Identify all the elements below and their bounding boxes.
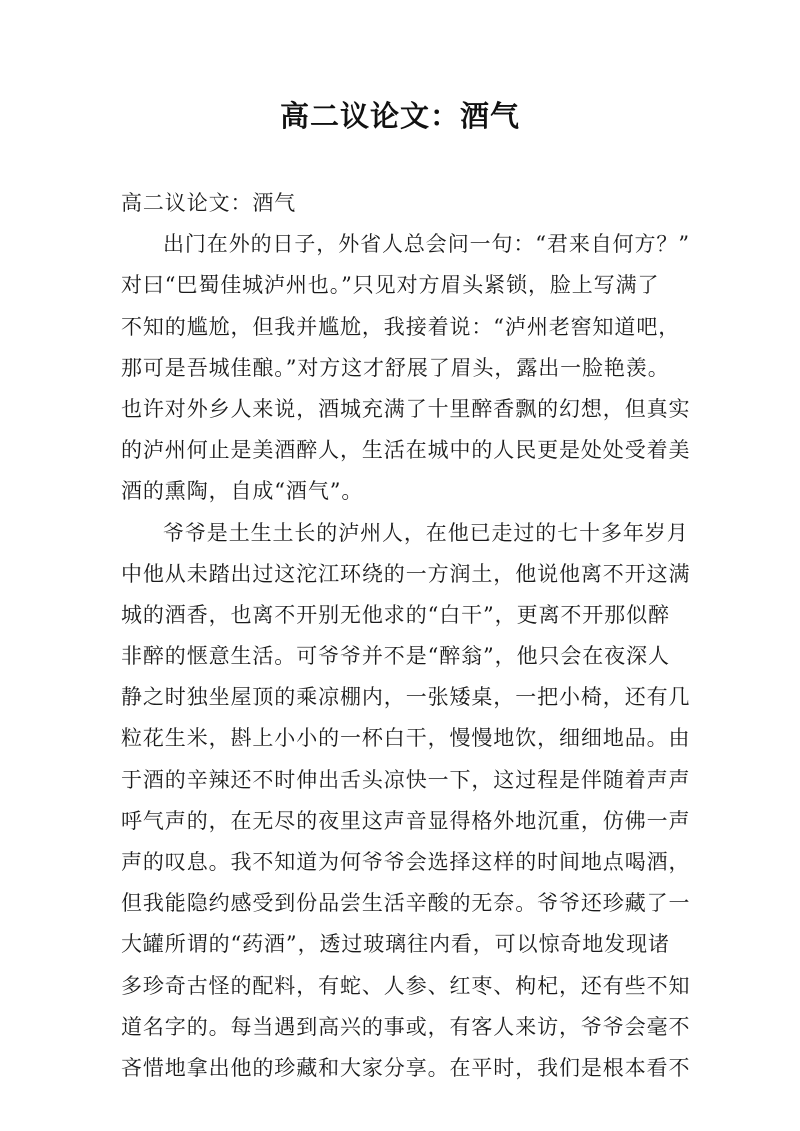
paragraph-2-line-5: 静之时独坐屋顶的乘凉棚内，一张矮桌，一把小椅，还有几 (121, 685, 691, 710)
paragraph-2-line-13: 道名字的。每当遇到高兴的事或，有客人来访，爷爷会毫不 (121, 1014, 691, 1039)
body-line-subtitle: 高二议论文：酒气 (121, 191, 297, 215)
paragraph-2-line-7: 于酒的辛辣还不时伸出舌头凉快一下，这过程是伴随着声声 (121, 767, 691, 792)
document-body (121, 183, 693, 1089)
paragraph-1-line-2: 对曰“巴蜀佳城泸州也。”只见对方眉头紧锁，脸上写满了 (121, 273, 660, 298)
document-title: 高二议论文：酒气 (279, 99, 520, 133)
paragraph-2-line-14: 吝惜地拿出他的珍藏和大家分享。在平时，我们是根本看不 (121, 1055, 691, 1080)
paragraph-1-line-7: 酒的熏陶，自成“酒气”。 (121, 479, 364, 504)
paragraph-2-line-1: 爷爷是土生土长的泸州人，在他已走过的七十多年岁月 (163, 520, 689, 545)
paragraph-2-line-10: 但我能隐约感受到份品尝生活辛酸的无奈。爷爷还珍藏了一 (121, 891, 691, 916)
paragraph-1-line-3: 不知的尴尬，但我并尴尬，我接着说：“泸州老窖知道吧， (121, 314, 681, 339)
paragraph-2-line-2: 中他从未踏出过这沱江环绕的一方润土，他说他离不开这满 (121, 561, 691, 586)
paragraph-2-line-4: 非醉的惬意生活。可爷爷并不是“醉翁”，他只会在夜深人 (121, 644, 670, 669)
paragraph-1-line-1: 出门在外的日子，外省人总会问一句：“君来自何方？” (163, 232, 690, 257)
paragraph-2-line-8: 呼气声的，在无尽的夜里这声音显得格外地沉重，仿佛一声 (121, 808, 691, 833)
paragraph-2-line-11: 大罐所谓的“药酒”，透过玻璃往内看，可以惊奇地发现诸 (121, 932, 670, 957)
paragraph-2-line-12: 多珍奇古怪的配料，有蛇、人参、红枣、枸杞，还有些不知 (121, 973, 691, 998)
paragraph-1-line-6: 的泸州何止是美酒醉人，生活在城中的人民更是处处受着美 (121, 438, 691, 463)
paragraph-2-line-9: 声的叹息。我不知道为何爷爷会选择这样的时间地点喝酒， (121, 850, 691, 874)
paragraph-2-line-3: 城的酒香，也离不开别无他求的“白干”，更离不开那似醉 (121, 602, 670, 627)
paragraph-1-line-4: 那可是吾城佳酿。”对方这才舒展了眉头，露出一脸艳羡。 (121, 355, 670, 380)
paragraph-1-line-5: 也许对外乡人来说，酒城充满了十里醉香飘的幻想，但真实 (121, 396, 691, 421)
paragraph-2-line-6: 粒花生米，斟上小小的一杯白干，慢慢地饮，细细地品。由 (121, 726, 691, 751)
